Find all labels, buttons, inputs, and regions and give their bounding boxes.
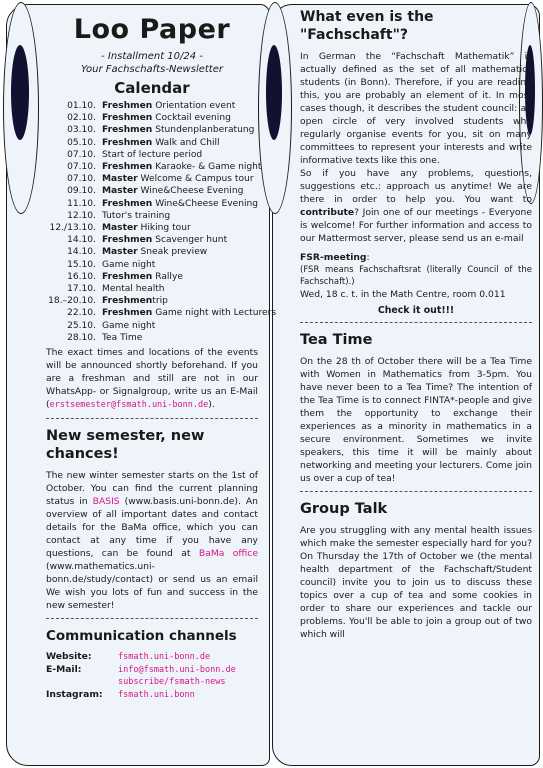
calendar-event [102, 320, 155, 332]
calendar-tag: Freshmen [102, 198, 153, 209]
calendar-row [46, 246, 258, 258]
fachschaft-p2 [300, 167, 532, 245]
calendar-row [46, 173, 258, 185]
calendar-tag: Freshmen [102, 113, 153, 124]
calendar-event-text: Game night [102, 259, 156, 270]
calendar-date: 05.10. [67, 137, 96, 148]
calendar-date: 14.10. [67, 235, 96, 246]
calendar-date: 28.10. [67, 332, 96, 343]
meeting-label: FSR-meeting [300, 252, 367, 263]
fachschaft-heading: What even is the "Fachschaft"? [300, 9, 434, 43]
calendar-row [46, 259, 258, 271]
new-semester-heading: New semester, new chances! [46, 428, 205, 463]
calendar-row [46, 137, 258, 149]
calendar-event [102, 124, 254, 136]
calendar-event-text: Cocktail evening [155, 113, 231, 124]
calendar-tag: Freshmen [102, 235, 153, 246]
calendar-event-text: Start of lecture period [102, 149, 203, 160]
calendar-date: 15.10. [67, 259, 96, 270]
calendar-heading: Calendar [114, 79, 190, 97]
calendar-event-text: Hiking tour [140, 223, 191, 234]
calendar-event-text: Tea Time [102, 332, 143, 343]
left-roll-core [11, 45, 29, 140]
calendar-event [102, 295, 168, 307]
calendar-event [102, 222, 191, 234]
calendar-tag: Freshmen [102, 101, 153, 111]
calendar-event [102, 185, 243, 197]
calendar-event-text: Scavenger hunt [155, 235, 228, 246]
calendar-tag: Master [102, 247, 138, 258]
calendar-event [102, 137, 220, 149]
newsletter-title: Loo Paper [73, 14, 231, 45]
calendar-row [46, 332, 258, 344]
calendar-date: 17.10. [67, 284, 96, 295]
calendar-event-text: Walk and Chill [155, 137, 220, 148]
calendar-event-text: Orientation event [155, 101, 236, 111]
calendar-date: 22.10. [67, 308, 96, 319]
calendar-date: 16.10. [67, 271, 96, 282]
calendar-tag: Freshmen [102, 137, 153, 148]
calendar-tag: Freshmen [102, 125, 153, 136]
middle-roll-core [266, 45, 282, 140]
calendar-tag: Freshmen [102, 271, 153, 282]
calendar-row [46, 210, 258, 222]
calendar-row [46, 320, 258, 332]
tagline: Your Fachschafts-Newsletter [81, 64, 223, 75]
calendar-row [46, 161, 262, 173]
subscribe-row [46, 676, 258, 689]
calendar-row [46, 112, 258, 124]
calendar-tag: Master [102, 174, 138, 185]
calendar-event [102, 198, 258, 210]
calendar-event [102, 173, 254, 185]
divider [46, 418, 258, 419]
calendar-tag: Master [102, 186, 138, 197]
bama-office-link[interactable]: BaMa office [198, 548, 258, 560]
calendar-tag: Freshmen [102, 308, 153, 319]
contribute-bold: contribute [300, 207, 355, 218]
calendar-event-text: Mental health [102, 284, 165, 295]
calendar-row [46, 185, 258, 197]
calendar-event [102, 210, 170, 222]
calendar-row [46, 222, 258, 234]
meeting-time: Wed, 18 c. t. in the Math Centre, room 0.011 [300, 289, 506, 300]
calendar-event [102, 100, 235, 112]
fachschaft-p1: In German the “Fachschaft Mathematik” is actually defined as the set of all mathematics students (in Bonn). Therefore, if you are reading this, you are probably an element of it. In most cases though, it describes the student council: an open circle of very involved students who regularly organise events for you, sit on many committees to represent your interests and write informative texts like this one. [300, 51, 532, 166]
calendar-row [46, 295, 258, 307]
meeting-note: (FSR means Fachschaftsrat (literally Council of the Fachschaft).) [300, 265, 532, 287]
calendar-event-text: Game night with Lecturers [155, 308, 277, 319]
fachschaft-p2-rest: ? Join one of our meetings - Everyone is welcome! For further information and access to our Mattermost server, please send us an e-mail [300, 207, 532, 244]
instagram-row [46, 689, 258, 702]
calendar-date: 07.10. [67, 174, 96, 185]
calendar-date: 03.10. [67, 125, 96, 136]
calendar-event-text: Rallye [155, 271, 183, 282]
communication-heading: Communication channels [46, 628, 237, 645]
calendar-event [102, 259, 155, 271]
divider [300, 322, 532, 323]
calendar-event [102, 112, 231, 124]
calendar-event [102, 246, 207, 258]
subscribe-link[interactable]: subscribe/fsmath-news [118, 677, 226, 688]
calendar-event [102, 307, 276, 319]
website-label: Website: [46, 651, 92, 663]
freshmen-email-link[interactable]: erstsemester@fsmath.uni-bonn.de [49, 400, 209, 411]
calendar-event-text: trip [152, 296, 168, 307]
fachschaft-p2-text: So if you have any problems, questions, suggestions etc.: approach us anytime! We are there in order to help you. You want to [300, 168, 532, 205]
new-semester-p2: (www.basis.uni-bonn.de). An overview of all important dates and contact details for the BaMa office, which you can contact at any time if you have any questions, can be found at [46, 496, 259, 560]
tea-time-heading: Tea Time [300, 332, 373, 348]
calendar-date: 12./13.10. [49, 223, 96, 234]
group-talk-heading: Group Talk [300, 501, 388, 517]
calendar-event [102, 271, 183, 283]
tea-time-text: On the 28 th of October there will be a Tea Time with Women in Mathematics from 3-5pm. You have never been to a Tea Time? The intention of the Tea Time is to connect FINTA*-people and give them the opportunity to exchange their experiences as a minority in mathematics in a secure environment. Sometimes we invite speakers, this time it will be mainly about networking and meeting your lecturers. Come join us over a cup of tea! [300, 356, 532, 484]
calendar-date: 12.10. [67, 210, 96, 221]
calendar-event-text: Wine&Cheese Evening [140, 186, 244, 197]
divider [300, 491, 532, 492]
calendar-date: 25.10. [67, 320, 96, 331]
calendar-date: 02.10. [67, 113, 96, 124]
calendar-event-text: Karaoke- & Game night [155, 162, 262, 173]
email-label: E-Mail: [46, 663, 82, 675]
calendar-row [46, 100, 258, 112]
calendar-event-text: Game night [102, 320, 156, 331]
calendar-tag: Master [102, 223, 138, 234]
calendar-tag: Freshmen [102, 296, 153, 307]
new-semester-text [46, 469, 258, 612]
calendar-event-text: Welcome & Campus tour [140, 174, 254, 185]
left-column [46, 14, 277, 701]
basis-link[interactable]: BASIS [92, 496, 120, 508]
calendar-event [102, 234, 227, 246]
calendar-note-end: ). [208, 399, 215, 411]
calendar-row [46, 271, 258, 283]
email-link[interactable]: info@fsmath.uni-bonn.de [118, 664, 236, 675]
calendar-date: 14.10. [67, 247, 96, 258]
calendar-event-text: Wine&Cheese Evening [155, 198, 259, 209]
right-column [300, 8, 532, 641]
calendar-event [102, 283, 165, 295]
calendar-date: 01.10. [67, 101, 96, 111]
calendar-event-text: Stundenplanberatung [155, 125, 255, 136]
installment-line: - Installment 10/24 - [101, 51, 203, 62]
calendar-tag: Freshmen [102, 162, 153, 173]
new-semester-p3: (www.mathematics.uni-bonn.de/study/contact) or send us an email We wish you lots of fun and success in the new semester! [46, 561, 258, 612]
calendar-note [46, 346, 258, 412]
calendar-date: 09.10. [67, 186, 96, 197]
calendar-date: 11.10. [67, 198, 96, 209]
meeting-label-line: FSR-meeting: [300, 252, 370, 263]
calendar-row [46, 307, 277, 319]
calendar-row [46, 283, 258, 295]
website-row [46, 651, 258, 664]
email-row [46, 664, 258, 677]
instagram-link[interactable]: fsmath.uni.bonn [118, 689, 195, 700]
calendar-row [46, 124, 258, 136]
calendar-date: 07.10. [67, 149, 96, 160]
calendar-list [46, 100, 277, 344]
calendar-event-text: Tutor's training [102, 210, 171, 221]
calendar-row [46, 198, 258, 210]
website-link[interactable]: fsmath.uni-bonn.de [118, 652, 211, 663]
calendar-date: 18.–20.10. [48, 296, 96, 307]
calendar-event [102, 149, 202, 161]
calendar-note-text: The exact times and locations of the events will be announced shortly beforehand. If you are a freshman and still are not in our WhatsApp- or Signalgroup, write us an E-Mail ( [46, 347, 258, 411]
calendar-event-text: Sneak preview [140, 247, 208, 258]
calendar-event [102, 161, 262, 173]
group-talk-text: Are you struggling with any mental health issues which make the semester especially hard for you? On Thursday the 17th of October we (the mental health department of the Fachschaft/Student council) invite you to join us to discuss these topics over a cup of tea and some cookies in order to share our experiences and tackle our problems. You'll be able to join a group out of two which will [300, 525, 532, 640]
check-it-out: Check it out!!! [377, 305, 455, 316]
calendar-event [102, 332, 142, 344]
new-semester-p1: The new winter semester starts on the 1st of October. You can find the current planning status in [46, 470, 258, 508]
calendar-date: 07.10. [67, 162, 96, 173]
divider [46, 618, 258, 619]
calendar-row [46, 149, 258, 161]
instagram-label: Instagram: [46, 688, 103, 700]
calendar-row [46, 234, 258, 246]
